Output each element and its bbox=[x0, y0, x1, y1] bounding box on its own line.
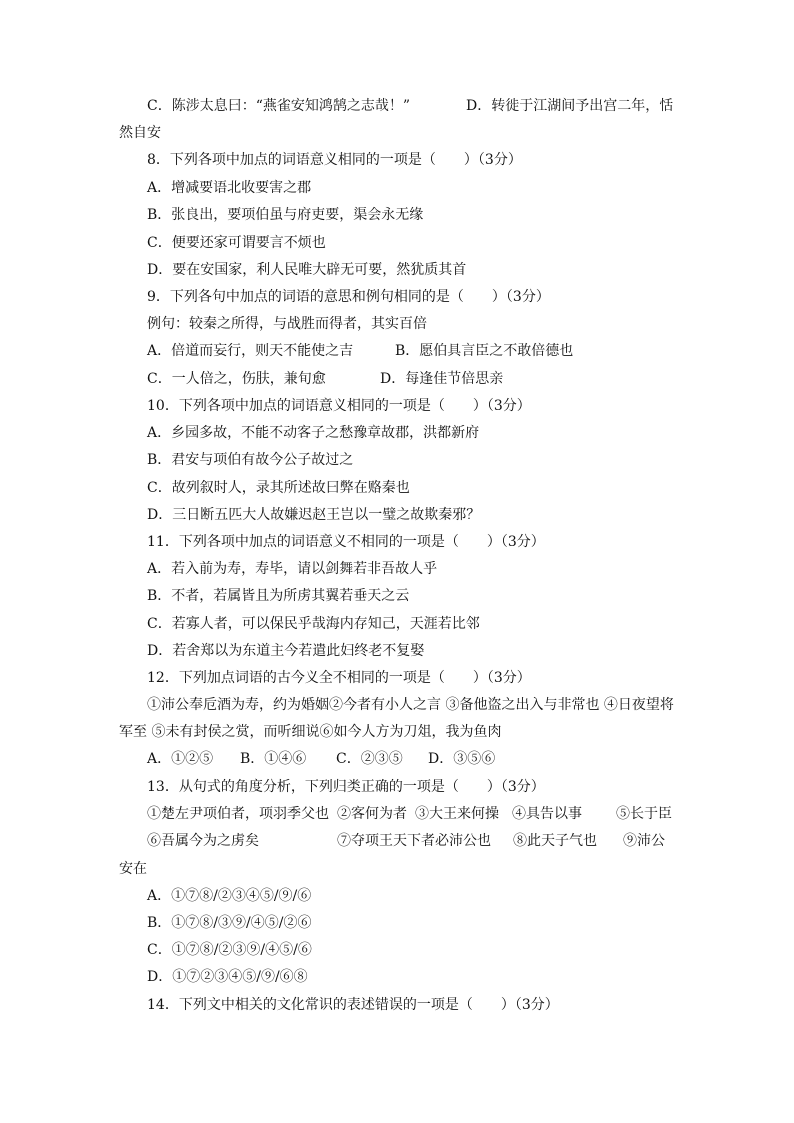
q13-item-7: ⑦夺项王天下者必沛公也 bbox=[337, 833, 491, 849]
q13-item-8: ⑧此天子气也 bbox=[513, 833, 597, 849]
q9-option-c: C．一人倍之，伤肤，兼旬愈 bbox=[147, 371, 326, 387]
q12-option-b: B．①④⑥ bbox=[240, 751, 307, 767]
q13-option-d: D．①⑦②③④⑤/⑨/⑥⑧ bbox=[147, 969, 308, 985]
q12-stem: 12．下列加点词语的古今义全不相同的一项是（ ）（3分） bbox=[147, 670, 531, 686]
q7-option-d: D．转徙于江湖间予出宫二年，恬 bbox=[466, 98, 674, 114]
q13-item-1: ①楚左尹项伯者，项羽季父也 bbox=[147, 806, 329, 822]
q11-option-c: C．若寡人者，可以保民乎哉海内存知己，天涯若比邻 bbox=[147, 616, 480, 632]
q13-option-c: C．①⑦⑧/②③⑨/④⑤/⑥ bbox=[147, 942, 312, 958]
q14-stem: 14．下列文中相关的文化常识的表述错误的一项是（ ）（3分） bbox=[147, 997, 559, 1013]
q13-item-4: ④具告以事 bbox=[512, 806, 582, 822]
q9-option-d: D．每逢佳节倍思亲 bbox=[380, 371, 504, 387]
q10-option-d: D．三日断五匹大人故嫌迟赵王岂以一璧之故欺秦邪？ bbox=[147, 507, 481, 523]
q9-option-b: B．愿伯具言臣之不敢倍德也 bbox=[395, 343, 574, 359]
q11-stem: 11．下列各项中加点的词语意义不相同的一项是（ ）（3分） bbox=[147, 534, 545, 550]
q12-option-d: D．③⑤⑥ bbox=[428, 751, 496, 767]
q13-option-b: B．①⑦⑧/③⑨/④⑤/②⑥ bbox=[147, 915, 312, 931]
q13-item-2: ②客何为者 bbox=[337, 806, 407, 822]
q7-option-c: C．陈涉太息曰：“燕雀安知鸿鹄之志哉！” bbox=[147, 98, 411, 114]
q13-item-9: ⑨沛公 bbox=[623, 833, 665, 849]
q13-item-6: ⑥吾属今为之虏矣 bbox=[147, 833, 259, 849]
q8-option-c: C．便要还家可谓要言不烦也 bbox=[147, 235, 326, 251]
q10-option-a: A．乡园多故，不能不动客子之愁豫章故郡，洪都新府 bbox=[147, 425, 480, 441]
q11-option-b: B．不者，若属皆且为所虏其翼若垂天之云 bbox=[147, 588, 410, 604]
q10-option-b: B．君安与项伯有故今公子故过之 bbox=[147, 452, 354, 468]
q13-item-5: ⑤长于臣 bbox=[616, 806, 672, 822]
q12-option-a: A．①②⑤ bbox=[147, 751, 214, 767]
q8-option-d: D．要在安国家，利人民唯大辟无可要，然犹质其首 bbox=[147, 262, 467, 278]
q13-item-9-cont: 安在 bbox=[119, 861, 147, 877]
q12-items-line1: ①沛公奉卮酒为寿，约为婚姻②今者有小人之言 ③备他盗之出入与非常也 ④日夜望将 bbox=[147, 697, 674, 713]
q13-stem: 13．从句式的角度分析，下列归类正确的一项是（ ）（3分） bbox=[147, 779, 545, 795]
q13-option-a: A．①⑦⑧/②③④⑤/⑨/⑥ bbox=[147, 888, 312, 904]
q10-stem: 10．下列各项中加点的词语意义相同的一项是（ ）（3分） bbox=[147, 398, 531, 414]
q12-option-c: C．②③⑤ bbox=[336, 751, 403, 767]
q8-option-a: A．增减要语北收要害之郡 bbox=[147, 180, 312, 196]
q12-items-line2: 军至 ⑤未有封侯之赏，而听细说⑥如今人方为刀俎，我为鱼肉 bbox=[119, 724, 502, 740]
q7-option-d-cont: 然自安 bbox=[119, 125, 161, 141]
q8-option-b: B．张良出，要项伯虽与府吏要，渠会永无缘 bbox=[147, 207, 424, 223]
q9-option-a: A．倍道而妄行，则天不能使之吉 bbox=[147, 343, 354, 359]
q8-stem: 8．下列各项中加点的词语意义相同的一项是（ ）（3分） bbox=[147, 152, 522, 168]
q11-option-d: D．若舍郑以为东道主今若遣此妇终老不复娶 bbox=[147, 643, 425, 659]
q9-stem: 9．下列各句中加点的词语的意思和例句相同的是（ ）（3分） bbox=[147, 289, 550, 305]
q9-example: 例句：较秦之所得，与战胜而得者，其实百倍 bbox=[147, 316, 427, 332]
q10-option-c: C．故列叙时人，录其所述故曰弊在赂秦也 bbox=[147, 480, 410, 496]
q13-item-3: ③大王来何操 bbox=[415, 806, 499, 822]
q11-option-a: A．若入前为寿，寿毕，请以剑舞若非吾故人乎 bbox=[147, 561, 438, 577]
